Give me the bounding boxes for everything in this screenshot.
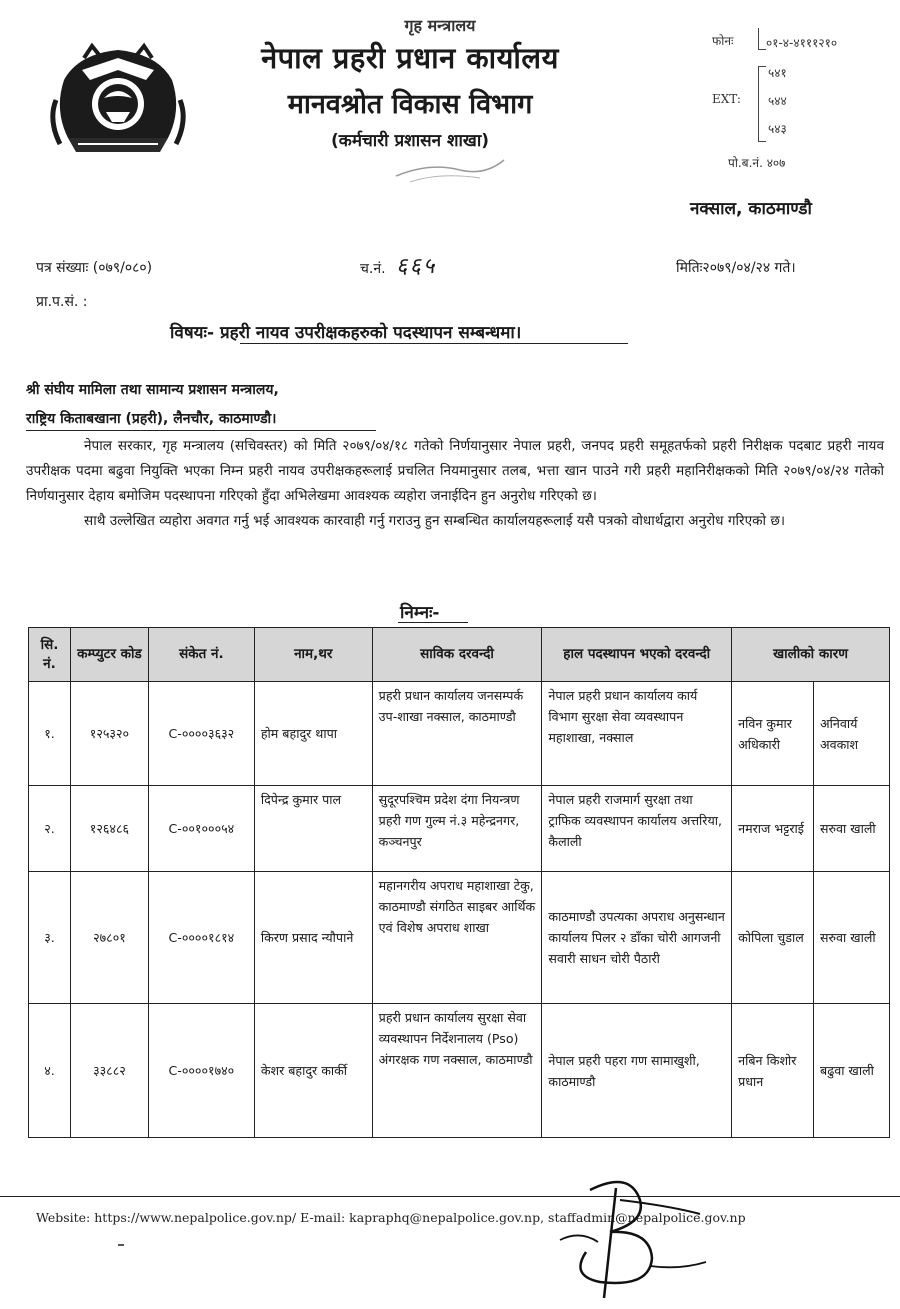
nepal-police-emblem-icon [48, 40, 188, 168]
office-location: नक्साल, काठमाण्डौ [690, 199, 812, 219]
cell-vacancy-reason: सरुवा खाली [814, 872, 890, 1004]
body-paragraph-2: साथै उल्लेखित व्यहोरा अवगत गर्नु भई आवश्यक कारवाही गर्नु गराउनु हुन सम्बन्धित कार्यालयहरूलाई यसै पत्रको वोधार्थद्वारा अनुरोध गरिएको छ। [84, 513, 786, 529]
office-title: नेपाल प्रहरी प्रधान कार्यालय [261, 41, 559, 75]
list-heading-underline [398, 622, 468, 623]
cell-previous-post: महानगरीय अपराध महाशाखा टेकु, काठमाण्डौ संगठित साइबर आर्थिक एवं विशेष अपराध शाखा [372, 872, 542, 1004]
cell-code: ३३८८२ [70, 1004, 148, 1138]
cell-name: होम बहादुर थापा [254, 682, 372, 786]
cell-name: किरण प्रसाद न्यौपाने [254, 872, 372, 1004]
chalani-value: ६६५ [396, 254, 437, 279]
header-computer-code: कम्प्युटर कोड [70, 628, 148, 682]
cell-current-post: नेपाल प्रहरी पहरा गण सामाखुशी, काठमाण्डौ [542, 1004, 732, 1138]
cell-vacancy-person: नमराज भट्टराई [732, 786, 814, 872]
addressee-line-1: श्री संघीय मामिला तथा सामान्य प्रशासन मन्त्रालय, [26, 382, 279, 398]
header-vacancy-reason: खालीको कारण [732, 628, 890, 682]
table-row [29, 682, 890, 786]
ext-value: ५४४ [768, 94, 787, 108]
cell-current-post: काठमाण्डौ उपत्यका अपराध अनुसन्धान कार्यालय पिलर २ डाँका चोरी आगजनी सवारी साधन चोरी पैठारी [542, 872, 732, 1004]
cell-vacancy-person: नविन कुमार अधिकारी [732, 682, 814, 786]
phone-value: ०१-४-४१११२१० [766, 36, 838, 50]
cell-vacancy-person: नबिन किशोर प्रधान [732, 1004, 814, 1138]
cell-current-post: नेपाल प्रहरी राजमार्ग सुरक्षा तथा ट्राफिक व्यवस्थापन कार्यालय अत्तरिया, कैलाली [542, 786, 732, 872]
phone-label: फोनः [712, 34, 734, 48]
list-heading: निम्नः- [400, 603, 440, 623]
letter-body [26, 434, 884, 534]
ext-value: ५४१ [768, 66, 787, 80]
ministry-name-partial: गृह मन्त्रालय [404, 16, 476, 35]
cell-sanket: C-००००१७४० [148, 1004, 254, 1138]
addressee-line-2: राष्ट्रिय किताबखाना (प्रहरी), लैनचौर, काठमाण्डौ। [26, 411, 277, 427]
letter-number: पत्र संख्याः (०७९/०८०) [36, 260, 153, 276]
pps-number: प्रा.प.सं. : [36, 294, 88, 310]
cell-previous-post: सुदूरपश्चिम प्रदेश दंगा नियन्त्रण प्रहरी गण गुल्म नं.३ महेन्द्रनगर, कञ्चनपुर [372, 786, 542, 872]
contact-block [688, 22, 888, 182]
table-row [29, 872, 890, 1004]
cell-vacancy-reason: सरुवा खाली [814, 786, 890, 872]
addressee-underline [26, 430, 376, 431]
cell-vacancy-reason: अनिवार्य अवकाश [814, 682, 890, 786]
footer-mark [118, 1244, 124, 1246]
cell-sanket: C-००००३६३२ [148, 682, 254, 786]
cell-name: केशर बहादुर कार्की [254, 1004, 372, 1138]
header-sanket-no: संकेत नं. [148, 628, 254, 682]
cell-previous-post: प्रहरी प्रधान कार्यालय जनसम्पर्क उप-शाखा नक्साल, काठमाण्डौ [372, 682, 542, 786]
table-header-row [29, 628, 890, 682]
cell-code: २७८०१ [70, 872, 148, 1004]
cell-vacancy-person: कोपिला चुडाल [732, 872, 814, 1004]
cell-sn: ४. [29, 1004, 71, 1138]
table-row [29, 786, 890, 872]
cell-sanket: C-००१०००५४ [148, 786, 254, 872]
department-name: मानवश्रोत विकास विभाग [287, 89, 533, 120]
cell-sn: २. [29, 786, 71, 872]
chalani-label: च.नं. [360, 261, 386, 277]
header-current-post: हाल पदस्थापन भएको दरवन्दी [542, 628, 732, 682]
ext-value: ५४३ [768, 122, 787, 136]
faint-stamp-mark-icon [390, 152, 510, 186]
cell-sanket: C-००००१८१४ [148, 872, 254, 1004]
table-row [29, 1004, 890, 1138]
letter-date: मितिः२०७९/०४/२४ गते। [676, 260, 796, 276]
branch-name: (कर्मचारी प्रशासन शाखा) [331, 131, 489, 151]
footer-divider [0, 1196, 900, 1197]
ext-brace [758, 66, 766, 142]
ext-label: EXT: [712, 92, 741, 106]
chalani-number [360, 250, 436, 280]
body-paragraph-1: नेपाल सरकार, गृह मन्त्रालय (सचिवस्तर) को मिति २०७९/०४/१८ गतेको निर्णयानुसार नेपाल प्रहरी, जनपद प्रहरी समूहतर्फको प्रहरी निरीक्षक पदबाट प्रहरी नायव उपरीक्षक पदमा बढुवा नियुक्ति भएका निम्न प्रहरी नायव उपरीक्षकहरूलाई प्रचलित नियमानुसार तलब, भत्ता खान पाउने गरी प्रहरी महानिरीक्षकको मिति २०७९/०४/२४ गतेको निर्णयानुसार देहाय बमोजिम पदस्थापना गरिएको हुँदा अभिलेखमा आवश्यक व्यहोरा जनाईदिन हुन अनुरोध गरिएको छ। [26, 438, 884, 504]
handwritten-signature-icon [520, 1170, 720, 1300]
header-sn: सि. नं. [29, 628, 71, 682]
cell-sn: ३. [29, 872, 71, 1004]
cell-code: १२५३२० [70, 682, 148, 786]
cell-code: १२६४८६ [70, 786, 148, 872]
header-previous-post: साविक दरवन्दी [372, 628, 542, 682]
posting-table [28, 627, 890, 1138]
phone-bracket [758, 28, 766, 50]
cell-sn: १. [29, 682, 71, 786]
cell-name: दिपेन्द्र कुमार पाल [254, 786, 372, 872]
subject-underline [240, 343, 628, 344]
po-box: पो.ब.नं. ४०७ [728, 156, 786, 170]
cell-current-post: नेपाल प्रहरी प्रधान कार्यालय कार्य विभाग सुरक्षा सेवा व्यवस्थापन महाशाखा, नक्साल [542, 682, 732, 786]
subject-line: विषयः- प्रहरी नायव उपरीक्षकहरुको पदस्थापन सम्बन्धमा। [170, 323, 522, 343]
footer-contact: Website: https://www.nepalpolice.gov.np/ E-mail: kapraphq@nepalpolice.gov.np, staffadmin@nepalpolice.gov.np [36, 1210, 746, 1225]
cell-previous-post: प्रहरी प्रधान कार्यालय सुरक्षा सेवा व्यवस्थापन निर्देशनालय (Pso) अंगरक्षक गण नक्साल, काठमाण्डौ [372, 1004, 542, 1138]
header-name: नाम,थर [254, 628, 372, 682]
cell-vacancy-reason: बढुवा खाली [814, 1004, 890, 1138]
